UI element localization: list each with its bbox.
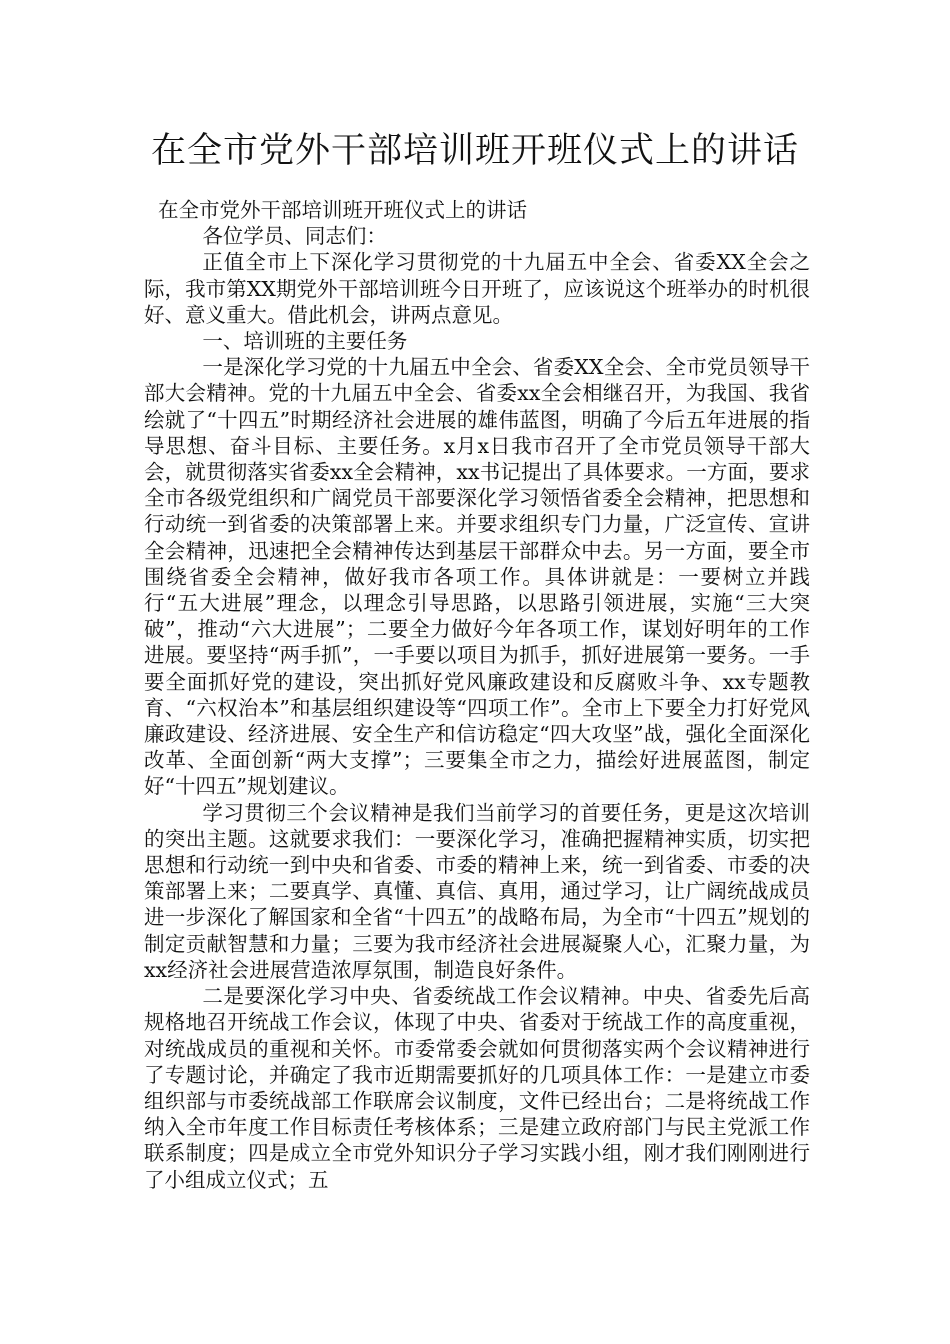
paragraph: 正值全市上下深化学习贯彻党的十九届五中全会、省委XX全会之际，我市第XX期党外干部培训班今日开班了，应该说这个班举办的时机很好、意义重大。借此机会，讲两点意见。: [144, 250, 810, 327]
paragraph: 学习贯彻三个会议精神是我们当前学习的首要任务，更是这次培训的突出主题。这就要求我们：一要深化学习，准确把握精神实质，切实把思想和行动统一到中央和省委、市委的精神上来，统一到省委、市委的决策部署上来；二要真学、真懂、真信、真用，通过学习，让广阔统战成员进一步深化了解国家和全省“十四五”的战略布局，为全市“十四五”规划的制定贡献智慧和力量；三要为我市经济社会进展凝聚人心，汇聚力量，为xx经济社会进展营造浓厚氛围，制造良好条件。: [144, 800, 810, 982]
paragraph: 一是深化学习党的十九届五中全会、省委XX全会、全市党员领导干部大会精神。党的十九届五中全会、省委xx全会相继召开，为我国、我省绘就了“十四五”时期经济社会进展的雄伟蓝图，明确了今后五年进展的指导思想、奋斗目标、主要任务。x月x日我市召开了全市党员领导干部大会，就贯彻落实省委xx全会精神，xx书记提出了具体要求。一方面，要求全市各级党组织和广阔党员干部要深化学习领悟省委全会精神，把思想和行动统一到省委的决策部署上来。并要求组织专门力量，广泛宣传、宣讲全会精神，迅速把全会精神传达到基层干部群众中去。另一方面，要全市围绕省委全会精神，做好我市各项工作。具体讲就是：一要树立并践行“五大进展”理念，以理念引导思路，以思路引领进展，实施“三大突破”，推动“六大进展”；二要全力做好今年各项工作，谋划好明年的工作进展。要坚持“两手抓”，一手要以项目为抓手，抓好进展第一要务。一手要全面抓好党的建设，突出抓好党风廉政建设和反腐败斗争、xx专题教育、“六权治本”和基层组织建设等“四项工作”。全市上下要全力打好党风廉政建设、经济进展、安全生产和信访稳定“四大攻坚”战，强化全面深化改革、全面创新“两大支撑”；三要集全市之力，描绘好进展蓝图，制定好“十四五”规划建议。: [144, 355, 810, 799]
section-heading: 一、培训班的主要任务: [202, 329, 408, 354]
document-subtitle: 在全市党外干部培训班开班仪式上的讲话: [158, 198, 527, 222]
paragraph: 二是要深化学习中央、省委统战工作会议精神。中央、省委先后高规格地召开统战工作会议，体现了中央、省委对于统战工作的高度重视，对统战成员的重视和关怀。市委常委会就如何贯彻落实两个会议精神进行了专题讨论，并确定了我市近期需要抓好的几项具体工作：一是建立市委组织部与市委统战部工作联席会议制度，文件已经出台；二是将统战工作纳入全市年度工作目标责任考核体系；三是建立政府部门与民主党派工作联系制度；四是成立全市党外知识分子学习实践小组，刚才我们刚刚进行了小组成立仪式；五: [144, 984, 810, 1192]
greeting: 各位学员、同志们：: [202, 224, 387, 249]
document-title: 在全市党外干部培训班开班仪式上的讲话: [150, 131, 799, 171]
document-body: [144, 197, 810, 1193]
